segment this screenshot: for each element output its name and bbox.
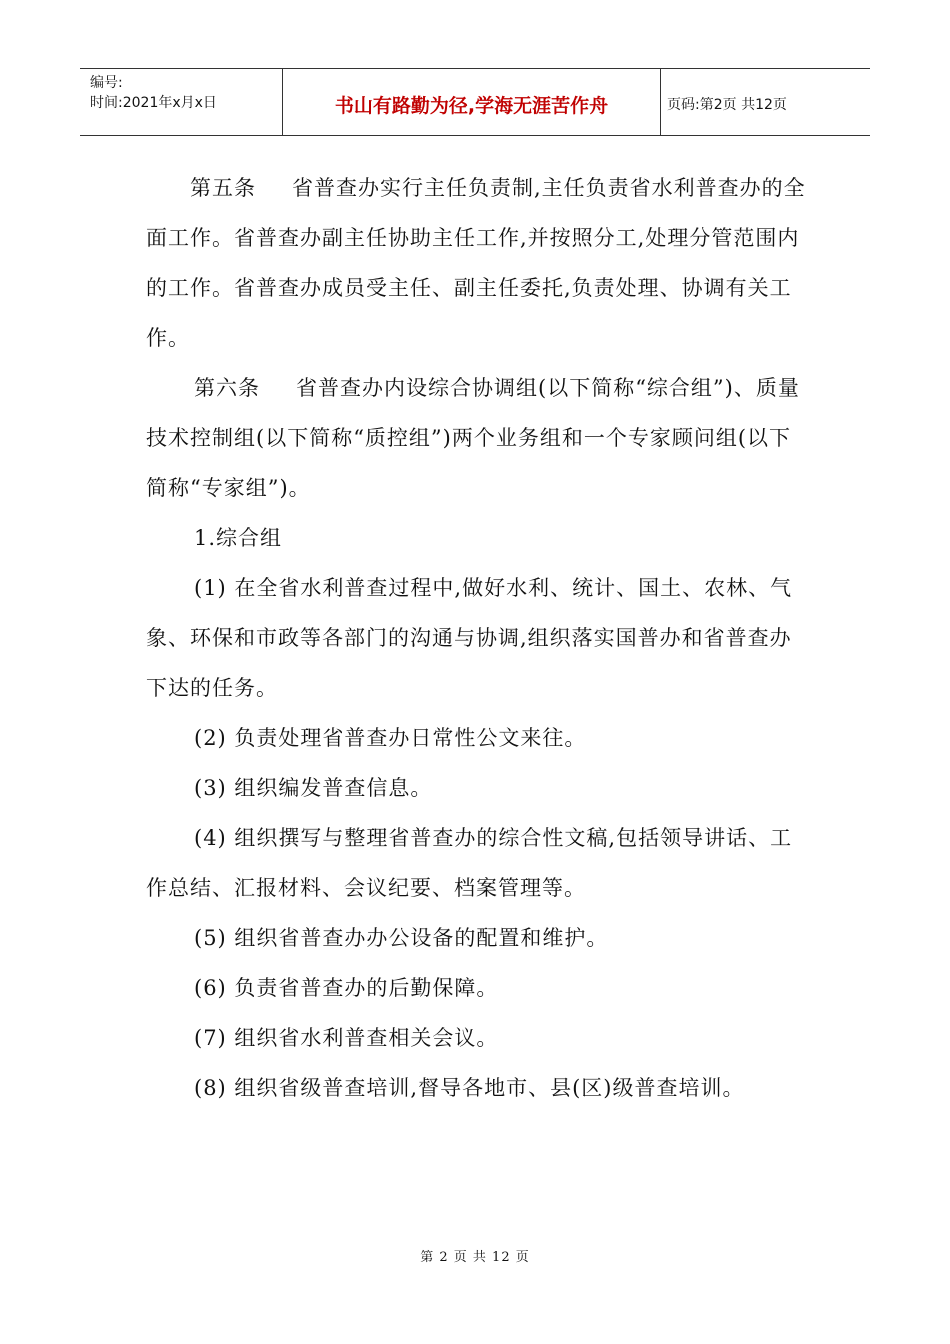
page-footer: 第 2 页 共 12 页: [420, 1250, 530, 1265]
section-title: 1.综合组: [194, 526, 283, 550]
list-item: (7) 组织省水利普查相关会议。: [194, 1026, 499, 1050]
header-table: [80, 68, 870, 136]
list-item: (8) 组织省级普查培训,督导各地市、县(区)级普查培训。: [194, 1076, 745, 1100]
article-5-paragraph: [146, 163, 806, 363]
list-item: (5) 组织省普查办办公设备的配置和维护。: [194, 926, 609, 950]
article-6-text: 省普查办内设综合协调组(以下简称“综合组”)、质量技术控制组(以下简称“质控组”)两个业务组和一个专家顾问组(以下简称“专家组”)。: [146, 376, 800, 500]
header-page-info: 页码:第2页 共12页: [667, 97, 787, 113]
list-item: (3) 组织编发普查信息。: [194, 776, 433, 800]
list-item: (6) 负责省普查办的后勤保障。: [194, 976, 499, 1000]
document-number-label: 编号:: [90, 75, 123, 91]
list-item: (1) 在全省水利普查过程中,做好水利、统计、国土、农林、气象、环保和市政等各部门的沟通与协调,组织落实国普办和省普查办下达的任务。: [146, 576, 793, 700]
list-item: (4) 组织撰写与整理省普查办的综合性文稿,包括领导讲话、工作总结、汇报材料、会议纪要、档案管理等。: [146, 826, 793, 900]
article-6-paragraph: [146, 363, 806, 513]
article-5-text: 省普查办实行主任负责制,主任负责省水利普查办的全面工作。省普查办副主任协助主任工作,并按照分工,处理分管范围内的工作。省普查办成员受主任、副主任委托,负责处理、协调有关工作。: [146, 176, 806, 350]
article-5-title: 第五条: [190, 176, 256, 200]
document-time-label: 时间:2021年x月x日: [90, 95, 217, 111]
document-body: [146, 163, 806, 1113]
article-6-title: 第六条: [194, 376, 260, 400]
header-motto: 书山有路勤为径,学海无涯苦作舟: [283, 69, 661, 135]
header-meta-cell: [80, 69, 283, 135]
list-item: (2) 负责处理省普查办日常性公文来往。: [194, 726, 587, 750]
